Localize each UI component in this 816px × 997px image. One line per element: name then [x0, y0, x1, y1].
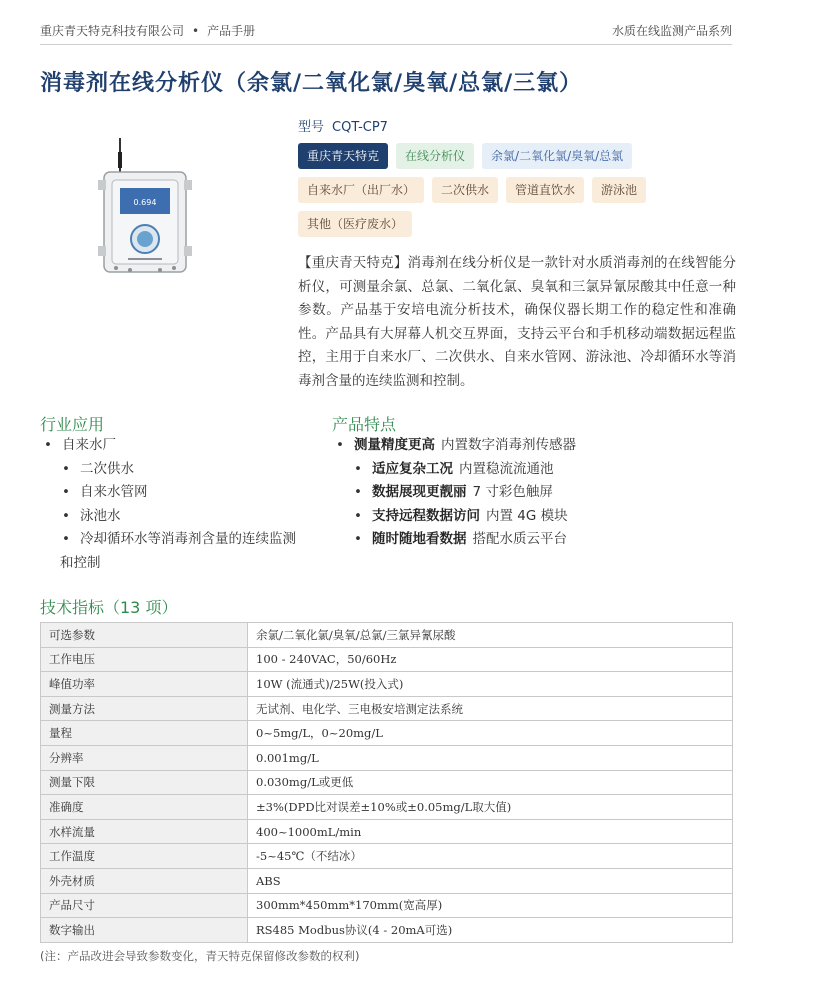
table-row: 测量下限 0.030mg/L或更低 [41, 770, 733, 795]
features-list [332, 434, 732, 552]
tag-application: 二次供水 [432, 177, 498, 203]
table-row: 数字输出 RS485 Modbus协议(4 - 20mA可选) [41, 918, 733, 943]
header-left [40, 22, 255, 39]
page-header [40, 14, 732, 45]
header-separator: • [192, 24, 200, 38]
product-intro: 【重庆青天特克】消毒剂在线分析仪是一款针对水质消毒剂的在线智能分析仪，可测量余氯、总氯、二氧化氯、臭氧和三氯异氰尿酸其中任意一种参数。产品基于安培电流分析技术，确保仪器长期工作的稳定性和准确性。产品具有大屏幕人机交互界面，支持云平台和手机移动端数据远程监控，主用于自来水厂、二次供水、自来水管网、游泳池、冷却循环水等消毒剂含量的连续监测和控制。 [298, 255, 736, 389]
model-label: 型号 [298, 120, 325, 135]
list-item: • 测量精度更高 内置数字消毒剂传感器 [332, 434, 732, 458]
footnote: (注：产品改进会导致参数变化，青天特克保留修改参数的权利) [40, 949, 360, 963]
product-image [94, 138, 194, 278]
industry-heading: 行业应用 [40, 415, 105, 434]
model-number [298, 116, 388, 135]
industry-list [40, 434, 330, 576]
bullet: • [354, 484, 362, 501]
tag-category: 在线分析仪 [396, 143, 474, 169]
tag-parameters: 余氯/二氧化氯/臭氧/总氯 [482, 143, 632, 169]
list-item: • 数据展现更靓丽 7 寸彩色触屏 [332, 481, 732, 505]
list-item: • 冷却循环水等消毒剂含量的连续监测 和控制 [40, 528, 330, 575]
table-row: 测量方法 无试剂、电化学、三电极安培测定法系统 [41, 696, 733, 721]
list-item: • 二次供水 [40, 458, 330, 482]
bullet: • [354, 460, 362, 477]
bullet: • [62, 507, 70, 524]
table-row: 产品尺寸 300mm*450mm*170mm(宽高厚) [41, 893, 733, 918]
features-heading: 产品特点 [332, 415, 397, 434]
spec-table [40, 622, 733, 943]
tag-application: 自来水厂（出厂水） [298, 177, 424, 203]
tag-application: 管道直饮水 [506, 177, 584, 203]
bullet: • [62, 484, 70, 501]
table-row: 量程 0~5mg/L，0~20mg/L [41, 721, 733, 746]
list-item: • 自来水厂 [40, 434, 330, 458]
bullet: • [44, 437, 52, 453]
tag-application: 游泳池 [592, 177, 646, 203]
table-row: 峰值功率 10W (流通式)/25W(投入式) [41, 672, 733, 697]
list-item: • 支持远程数据访问 内置 4G 模块 [332, 505, 732, 529]
model-value: CQT-CP7 [332, 120, 388, 135]
bullet: • [62, 460, 70, 477]
bullet: • [354, 531, 362, 548]
list-item: • 自来水管网 [40, 481, 330, 505]
doc-type: 产品手册 [207, 24, 256, 38]
table-row: 工作电压 100 - 240VAC，50/60Hz [41, 647, 733, 672]
table-row: 水样流量 400~1000mL/min [41, 819, 733, 844]
table-row: 外壳材质 ABS [41, 868, 733, 893]
list-item: • 随时随地看数据 搭配水质云平台 [332, 528, 732, 552]
bullet: • [62, 531, 70, 548]
tag-list [298, 143, 678, 245]
table-row: 分辨率 0.001mg/L [41, 745, 733, 770]
table-row: 可选参数 余氯/二氧化氯/臭氧/总氯/三氯异氰尿酸 [41, 623, 733, 648]
tag-brand: 重庆青天特克 [298, 143, 388, 169]
list-item: • 适应复杂工况 内置稳流流通池 [332, 458, 732, 482]
device-screen-reading: 0.694 [133, 198, 157, 207]
page-title: 消毒剂在线分析仪（余氯/二氧化氯/臭氧/总氯/三氯） [40, 71, 583, 96]
spec-heading: 技术指标（13 项） [40, 598, 178, 617]
tag-application: 其他（医疗废水） [298, 211, 412, 237]
product-series: 水质在线监测产品系列 [611, 24, 732, 38]
bullet: • [336, 437, 344, 453]
list-item: • 泳池水 [40, 505, 330, 529]
company-name: 重庆青天特克科技有限公司 [40, 24, 185, 38]
table-row: 准确度 ±3%(DPD比对误差±10%或±0.05mg/L取大值) [41, 795, 733, 820]
bullet: • [354, 507, 362, 524]
table-row: 工作温度 -5~45℃（不结冰） [41, 844, 733, 869]
